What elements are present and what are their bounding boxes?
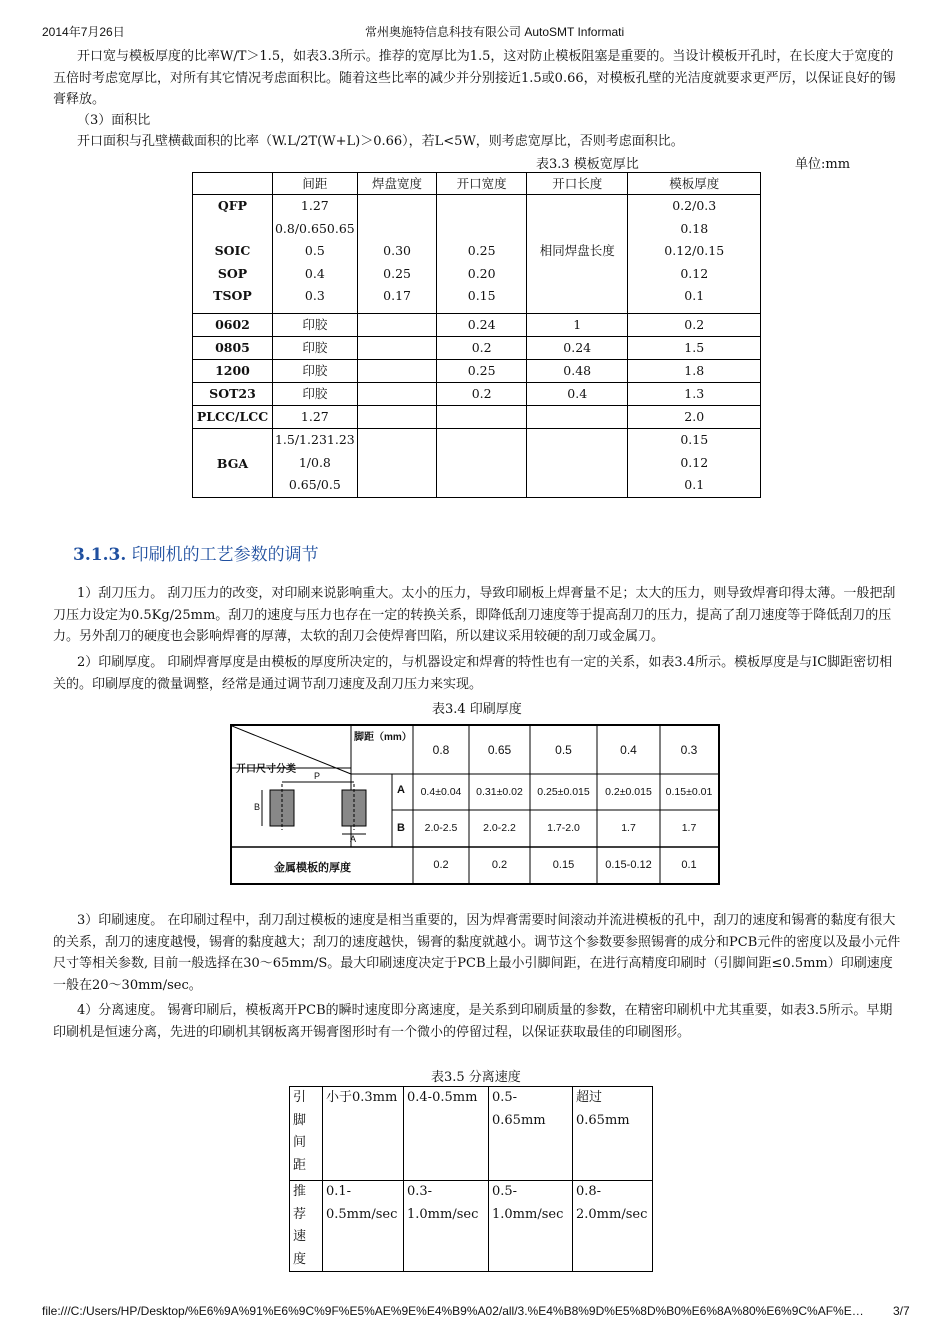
section-heading: 3.1.3. 印刷机的工艺参数的调节: [73, 545, 319, 565]
table-row: 引 脚 间 距 小于0.3mm 0.4-0.5mm 0.5-0.65mm 超过 0.65mm: [290, 1087, 653, 1181]
squeegee-pressure-paragraph: 1）刮刀压力。 刮刀压力的改变，对印刷来说影响重大。太小的压力，导致印刷板上焊膏量不足；太大的压力，则导致焊膏印得太薄。一般把刮刀压力设定为0.5Kg/25mm。刮刀的速度与压力也存在一定的转换关系，即降低刮刀速度等于提高刮刀的压力，提高了刮刀速度等于降低刮刀的压力。另外刮刀的硬度也会影响焊膏的厚薄，太软的刮刀会使焊膏凹陷，所以建议采用较硬的刮刀或金属刀。: [53, 586, 896, 644]
t34-row-b-cell: 2.0-2.5: [424, 822, 458, 834]
area-ratio-paragraph: 开口面积与孔壁横截面积的比率（W.L/2T(W+L)＞0.66），若L<5W，则考虑宽厚比，否则考虑面积比。: [77, 134, 684, 149]
table33-unit: 单位:mm: [795, 157, 851, 172]
table-row: PLCC/LCC 1.27 2.0: [193, 406, 761, 429]
t34-row-b-cell: 1.7: [681, 822, 697, 834]
file-url: file:///C:/Users/HP/Desktop/%E6%9A%91%E6%9C%9F%E5%AE%9E%E4%B9%A02/all/3.%E4%B8%9D%E5%8D%B0%E6%8A%80%E6%9C%AF%E…: [42, 1304, 864, 1318]
t34-row-a-cell: 0.2±0.015: [605, 786, 652, 798]
t34-row-b-cell: 2.0-2.2: [483, 822, 516, 834]
table35-caption: 表3.5 分离速度: [431, 1070, 521, 1085]
pitch-cell: 1.27 0.8/0.650.65 0.5 0.4 0.3: [272, 195, 357, 314]
header-cell: [193, 173, 273, 195]
intro-paragraph: 开口宽与模板厚度的比率W/T＞1.5，如表3.3所示。推荐的宽厚比为1.5，这对防止模板阻塞是重要的。当设计模板开孔时，在长度大于宽度的五倍时考虑宽厚比，对所有其它情况考虑面积比。随着这些比率的减少并分别接近1.5或0.66，对模板孔壁的光洁度就要求更严厉，以保证良好的锡膏释放。: [53, 49, 896, 107]
t34-row-a-cell: 0.15±0.01: [665, 786, 713, 798]
corner-bottom-label: 开口尺寸分类: [236, 764, 296, 775]
aperture-length-cell: 相同焊盘长度: [526, 195, 628, 314]
thickness-label: 金属模板的厚度: [274, 862, 351, 874]
table-3-4: 脚距（mm） 开口尺寸分类 P B A A B 金属模板的厚度 0.8 0.65 0.5 0.4 0.3 0.4±0.04 0.31±0.02 0.25±0.015 0.2±0.015 0.15±0.01 2.0-2.5 2.0-2.2 1.7-2.0 1.7 1.7 0.2 0.2 0.15 0.15-0.12 0.1: [230, 724, 720, 885]
t34-thick-cell: 0.2: [491, 859, 508, 871]
table-row: SOT23 印胶 0.2 0.4 1.3: [193, 383, 761, 406]
table-header-row: [193, 173, 761, 195]
t34-thick-cell: 0.15: [552, 859, 575, 871]
t34-row-a-cell: 0.25±0.015: [537, 786, 590, 798]
t34-pitches-cell: 0.4: [620, 743, 637, 757]
t34-pitches-cell: 0.8: [432, 743, 450, 757]
row-a-label: A: [397, 784, 405, 796]
pad-width-cell: 0.30 0.25 0.17: [357, 195, 437, 314]
table-row: 1200 印胶 0.25 0.48 1.8: [193, 360, 761, 383]
t34-row-b-cell: 1.7: [621, 822, 636, 834]
separation-speed-paragraph: 4）分离速度。 锡膏印刷后，模板离开PCB的瞬时速度即分离速度，是关系到印刷质量的参数，在精密印刷机中尤其重要，如表3.5所示。早期印刷机是恒速分离，先进的印刷机其钢板离开锡膏图形时有一个微小的停留过程，以保证获取最佳的印刷图形。: [53, 1003, 893, 1040]
table34-caption: 表3.4 印刷厚度: [432, 702, 522, 717]
corner-top-label: 脚距（mm）: [354, 732, 412, 743]
table-row: [193, 195, 761, 314]
table-3-3: [192, 172, 761, 498]
header-cell: 间距: [272, 173, 357, 195]
aperture-width-cell: 0.25 0.20 0.15: [437, 195, 527, 314]
t34-thick-cell: 0.2: [433, 859, 449, 871]
t34-row-a-cell: 0.31±0.02: [476, 786, 523, 798]
header-cell: 开口长度: [526, 173, 628, 195]
print-title: 常州奥施特信息科技有限公司 AutoSMT Informati: [365, 25, 625, 39]
row-b-label: B: [397, 822, 405, 834]
table-row: 0805 印胶 0.2 0.24 1.5: [193, 337, 761, 360]
t34-thick-cell: 0.15-0.12: [605, 859, 652, 871]
header-cell: 模板厚度: [628, 173, 761, 195]
print-date: 2014年7月26日: [42, 25, 125, 39]
area-ratio-heading: （3）面积比: [77, 113, 151, 128]
package-cell: QFP SOIC SOP TSOP: [193, 195, 273, 314]
table-row: 0602 印胶 0.24 1 0.2: [193, 314, 761, 337]
aperture-diagram-icon: [262, 782, 366, 834]
t34-row-b-cell: 1.7-2.0: [547, 822, 580, 834]
t34-pitches-cell: 0.3: [680, 743, 698, 757]
t34-row-a-cell: 0.4±0.04: [420, 786, 462, 798]
table-3-5: [289, 1086, 653, 1272]
page-number: 3/7: [893, 1304, 910, 1318]
t34-thick-cell: 0.1: [681, 859, 697, 871]
print-speed-paragraph: 3）印刷速度。 在印刷过程中，刮刀刮过模板的速度是相当重要的，因为焊膏需要时间滚动并流进模板的孔中，刮刀的速度和锡膏的黏度有很大的关系，刮刀的速度越慢，锡膏的黏度越大；刮刀的速度越快，锡膏的黏度就越小。调节这个参数要参照锡膏的成分和PCB元件的密度以及最小元件尺寸等相关参数, 目前一般选择在30～65mm/S。最大印刷速度决定于PCB上最小引脚间距，在进行高精度印刷时（引脚间距≤0.5mm）印刷速度一般在20～30mm/sec。: [53, 913, 901, 993]
header-cell: 开口宽度: [437, 173, 527, 195]
t34-pitches-cell: 0.5: [555, 743, 572, 757]
stencil-thickness-cell: 0.2/0.3 0.18 0.12/0.15 0.12 0.1: [628, 195, 761, 314]
table-row: 推 荐 速 度 0.1- 0.5mm/sec 0.3- 1.0mm/sec 0.5- 1.0mm/sec 0.8- 2.0mm/sec: [290, 1181, 653, 1272]
header-cell: 焊盘宽度: [357, 173, 437, 195]
t34-pitches-cell: 0.65: [487, 743, 512, 757]
print-thickness-paragraph: 2）印刷厚度。 印刷焊膏厚度是由模板的厚度所决定的，与机器设定和焊膏的特性也有一定的关系，如表3.4所示。模板厚度是与IC脚距密切相关的。印刷厚度的微量调整，经常是通过调节刮刀速度及刮刀压力来实现。: [53, 655, 893, 692]
table33-caption: 表3.3 模板宽厚比: [536, 157, 639, 172]
table-row: BGA 1.5/1.231.23 1/0.8 0.65/0.5 0.15 0.12 0.1: [193, 429, 761, 498]
